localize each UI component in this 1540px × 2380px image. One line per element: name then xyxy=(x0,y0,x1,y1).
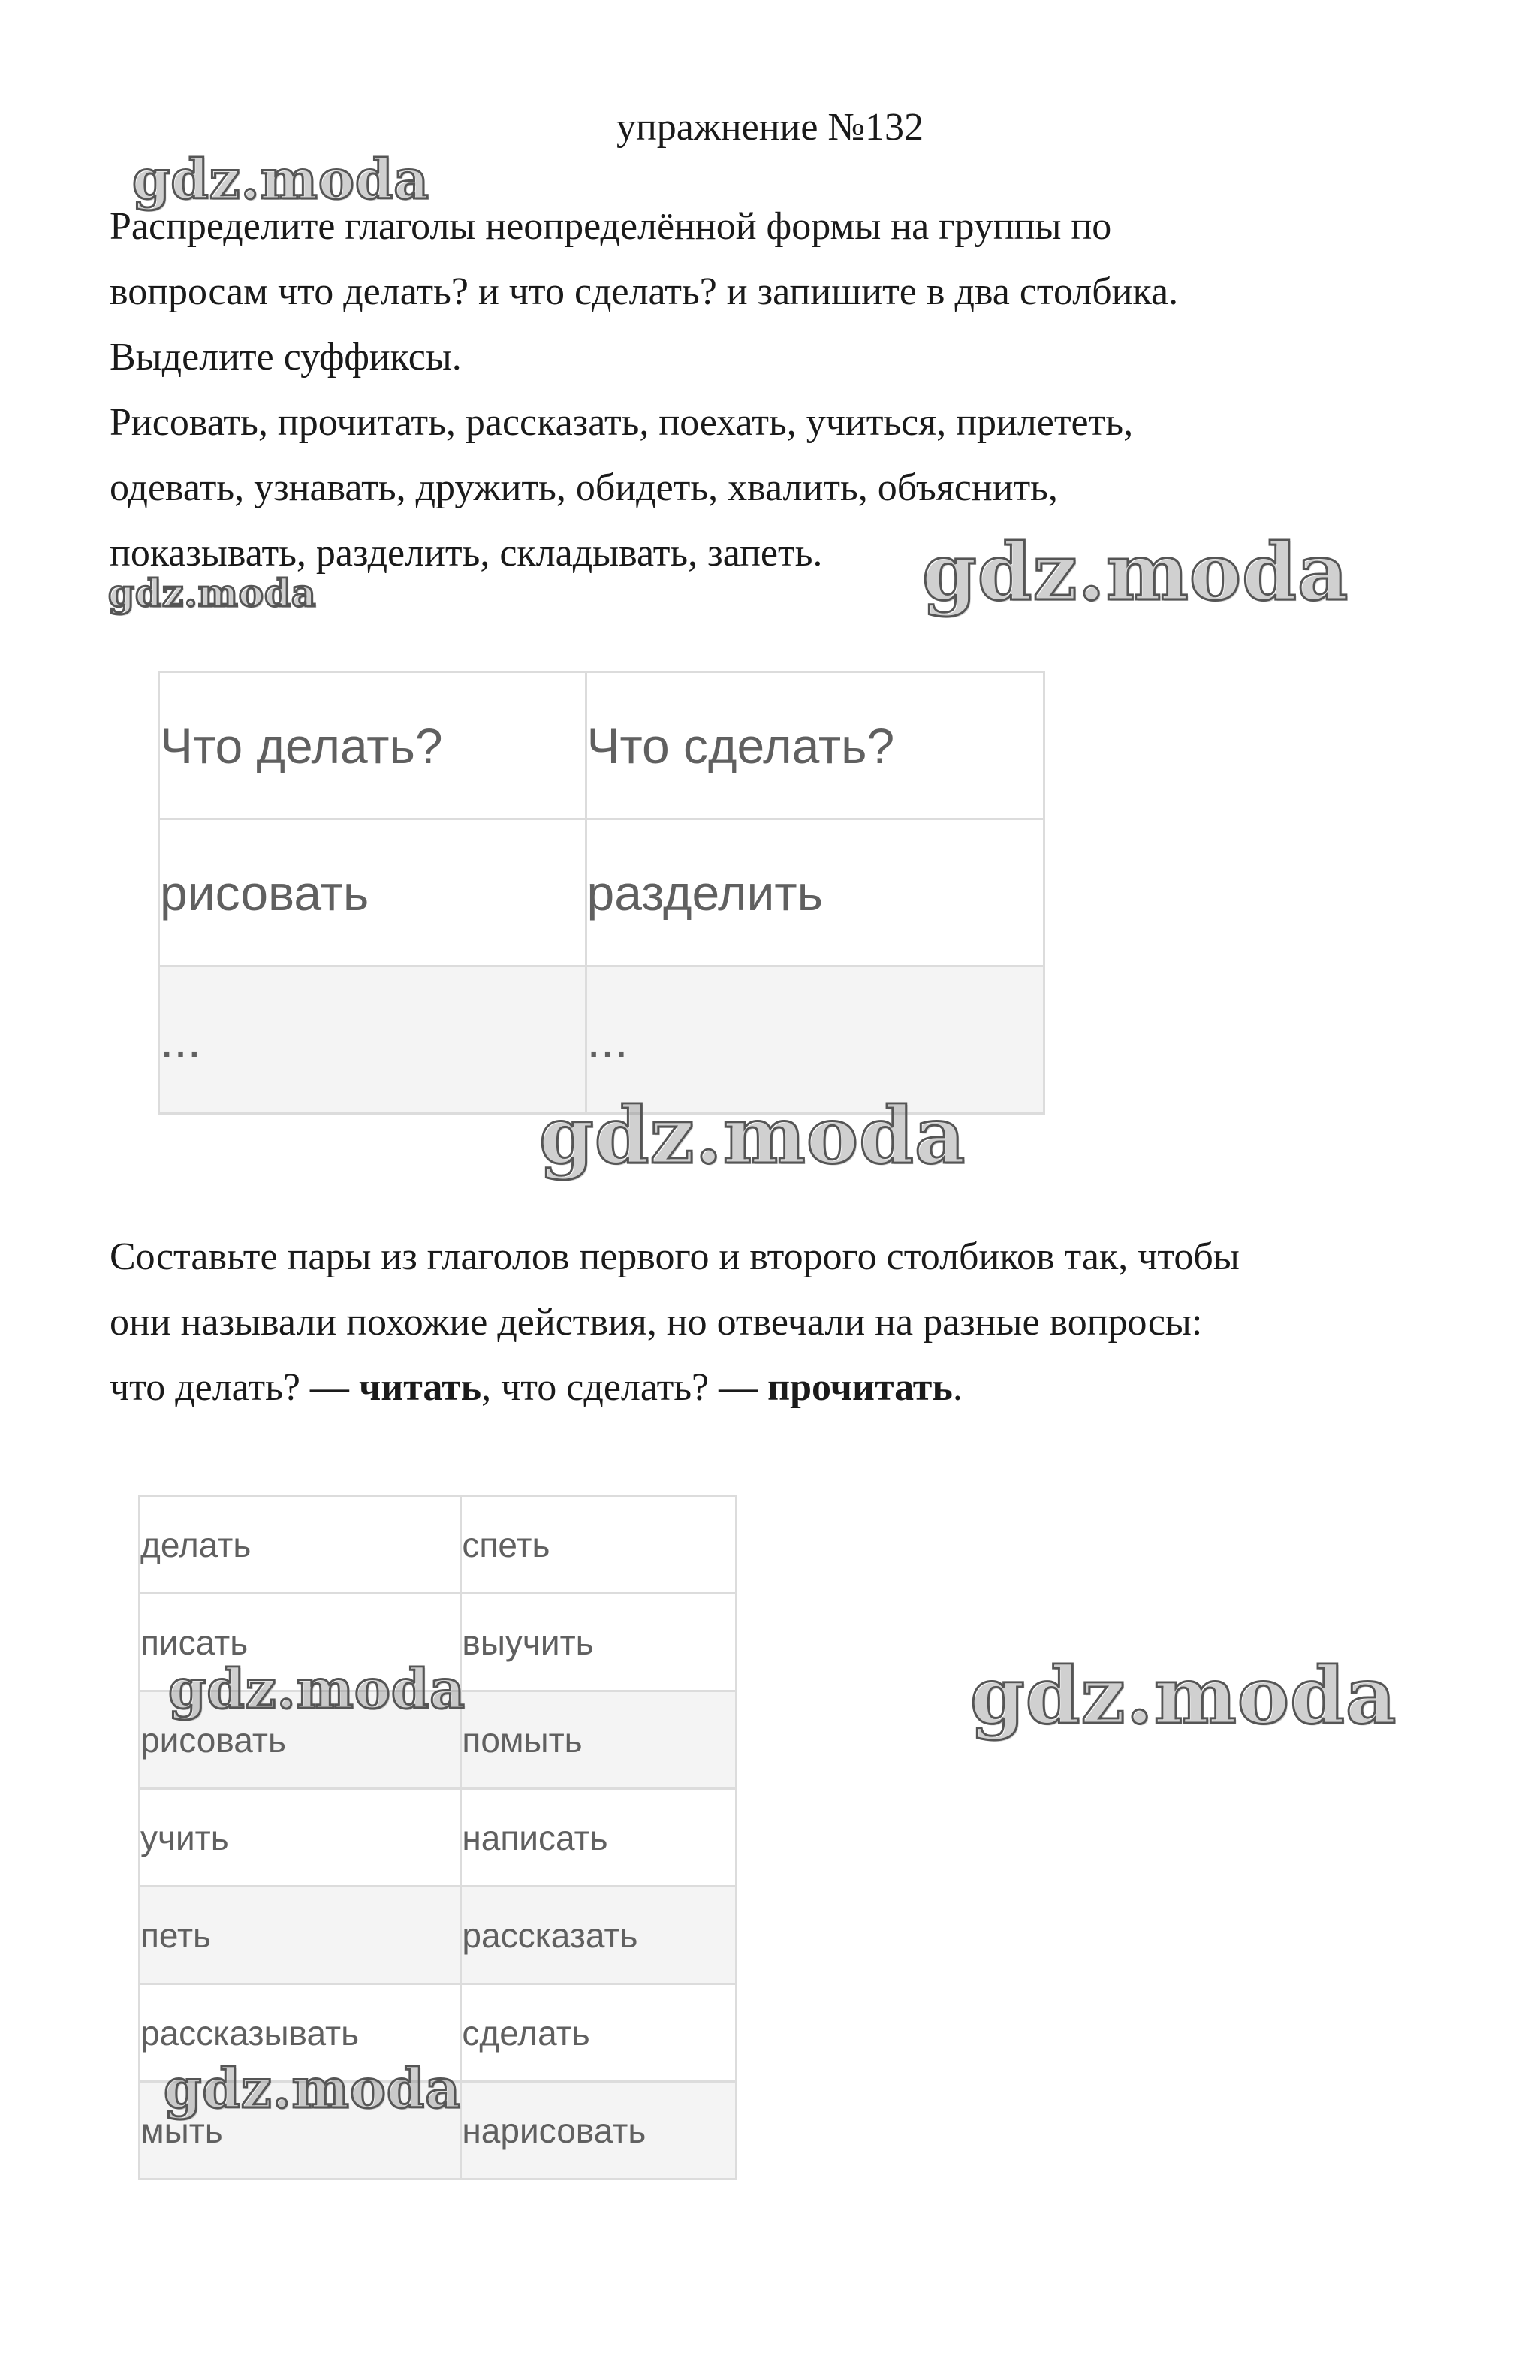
table-cell: ... xyxy=(586,967,1044,1114)
watermark: gdz.moda xyxy=(164,2056,461,2120)
table-cell: выучить xyxy=(461,1594,737,1691)
watermark: gdz.moda xyxy=(539,1089,966,1181)
table-cell: рисовать xyxy=(159,819,586,967)
text-line: одевать, узнавать, дружить, обидеть, хвалить, объяснить, xyxy=(110,466,1058,509)
table-row xyxy=(140,1887,737,1984)
watermark: gdz.moda xyxy=(922,526,1349,618)
table-row xyxy=(140,1789,737,1887)
page-title: упражнение №132 xyxy=(616,106,924,149)
task-pairs-instructions xyxy=(110,1224,1461,1420)
watermark: gdz.moda xyxy=(132,147,429,211)
table-row xyxy=(159,819,1044,967)
table-row xyxy=(140,1496,737,1594)
table-cell: рисовать xyxy=(140,1691,461,1789)
table-cell: ... xyxy=(159,967,586,1114)
text-line: Рисовать, прочитать, рассказать, поехать, учиться, прилететь, xyxy=(110,401,1134,444)
table-cell: писать xyxy=(140,1594,461,1691)
table-cell: нарисовать xyxy=(461,2082,737,2179)
table-cell: рассказывать xyxy=(140,1984,461,2082)
table-cell: спеть xyxy=(461,1496,737,1594)
watermark: gdz.moda xyxy=(168,1657,466,1721)
verb-groups-table xyxy=(158,671,1045,1115)
header-cell: Что сделать? xyxy=(586,672,1044,819)
example-separator: , что сделать? — xyxy=(481,1366,768,1409)
text-line: Распределите глаголы неопределённой формы на группы по xyxy=(110,205,1112,248)
table-cell: разделить xyxy=(586,819,1044,967)
example-answer-1: читать xyxy=(358,1366,482,1409)
table-header-row xyxy=(159,672,1044,819)
text-line: Выделите суффиксы. xyxy=(110,336,462,379)
text-line: они называли похожие действия, но отвечали на разные вопросы: xyxy=(110,1301,1203,1344)
example-answer-2: прочитать xyxy=(767,1366,953,1409)
table-cell: написать xyxy=(461,1789,737,1887)
example-line xyxy=(110,1355,1461,1420)
table-cell: учить xyxy=(140,1789,461,1887)
table-cell: рассказать xyxy=(461,1887,737,1984)
watermark: gdz.moda xyxy=(970,1649,1397,1742)
header-cell: Что делать? xyxy=(159,672,586,819)
example-end: . xyxy=(952,1366,963,1409)
table-cell: мыть xyxy=(140,2082,461,2179)
table-cell: петь xyxy=(140,1887,461,1984)
text-line: Составьте пары из глаголов первого и второго столбиков так, чтобы xyxy=(110,1235,1240,1278)
text-line: вопросам что делать? и что сделать? и запишите в два столбика. xyxy=(110,270,1179,313)
table-cell: сделать xyxy=(461,1984,737,2082)
watermark: gdz.moda xyxy=(108,571,317,615)
table-cell: делать xyxy=(140,1496,461,1594)
example-question-1: что делать? — xyxy=(110,1366,359,1409)
table-cell: помыть xyxy=(461,1691,737,1789)
text-line: показывать, разделить, складывать, запеть. xyxy=(110,532,823,575)
